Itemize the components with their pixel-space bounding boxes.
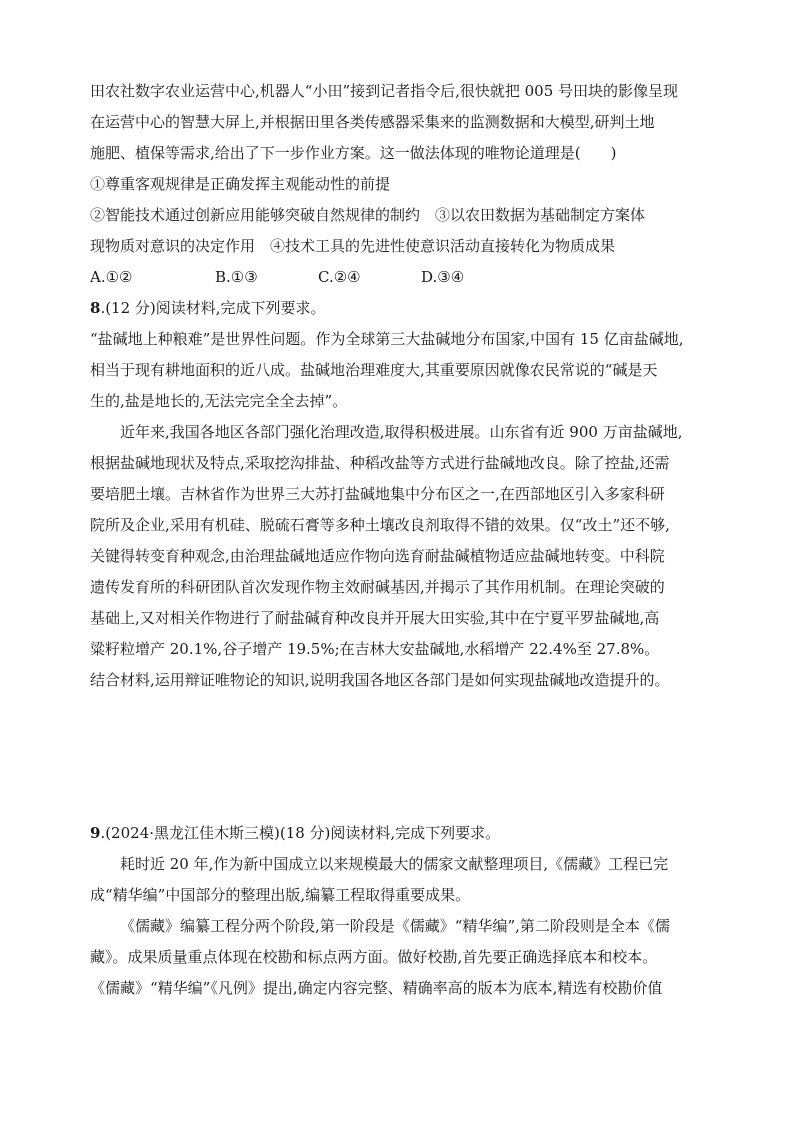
q8-header-text: .(12 分)阅读材料,完成下列要求。 xyxy=(100,299,326,317)
question-9 xyxy=(90,818,720,1004)
q9-header xyxy=(90,818,720,849)
q8-header xyxy=(90,293,720,324)
option-a: A.①② xyxy=(90,268,133,286)
q8-paragraph-line: 要培肥土壤。吉林省作为世界三大苏打盐碱地集中分布区之一,在西部地区引入多家科研 xyxy=(90,485,665,503)
q7-stem-line: 施肥、植保等需求,给出了下一步作业方案。这一做法体现的唯物论道理是( ) xyxy=(90,144,617,162)
q8-paragraph-line: 基础上,又对相关作物进行了耐盐碱育种改良并开展大田实验,其中在宁夏平罗盐碱地,高 xyxy=(90,609,660,627)
q9-paragraph-line: 《儒藏》编纂工程分两个阶段,第一阶段是《儒藏》“精华编”,第二阶段则是全本《儒 xyxy=(120,917,670,935)
document-page xyxy=(90,76,720,1004)
q8-paragraph-line: 相当于现有耕地面积的近八成。盐碱地治理难度大,其重要原因就像农民常说的“碱是天 xyxy=(90,361,658,379)
question-number: 9 xyxy=(90,824,101,842)
q8-paragraph-line: “盐碱地上种粮难”是世界性问题。作为全球第三大盐碱地分布国家,中国有 15 亿亩盐碱地, xyxy=(90,330,684,348)
question-number: 8 xyxy=(90,299,101,317)
q7-statement: 现物质对意识的决定作用 ④技术工具的先进性使意识活动直接转化为物质成果 xyxy=(90,237,616,255)
option-d: D.③④ xyxy=(421,268,465,286)
q9-paragraph-line: 藏》。成果质量重点体现在校勘和标点两方面。做好校勘,首先要正确选择底本和校本。 xyxy=(90,948,658,966)
q7-stem-line: 在运营中心的智慧大屏上,并根据田里各类传感器采集来的监测数据和大模型,研判土地 xyxy=(90,113,655,131)
q8-paragraph-line: 根据盐碱地现状及特点,采取挖沟排盐、种稻改盐等方式进行盐碱地改良。除了控盐,还需 xyxy=(90,454,670,472)
q8-paragraph-line: 粱籽粒增产 20.1%,谷子增产 19.5%;在吉林大安盐碱地,水稻增产 22.4%至 27.8%。 xyxy=(90,640,660,658)
q9-header-text: .(2024·黑龙江佳木斯三模)(18 分)阅读材料,完成下列要求。 xyxy=(100,824,501,842)
option-c: C.②④ xyxy=(318,268,361,286)
q9-paragraph-line: 耗时近 20 年,作为新中国成立以来规模最大的儒家文献整理项目,《儒藏》工程已完 xyxy=(120,855,669,873)
q9-paragraph-line: 《儒藏》“精华编”《凡例》提出,确定内容完整、精确率高的版本为底本,精选有校勘价值 xyxy=(90,979,663,997)
q7-stem-line: 田农社数字农业运营中心,机器人“小田”接到记者指令后,很快就把 005 号田块的影像呈现 xyxy=(90,82,679,100)
q7-options xyxy=(90,262,720,293)
q7-statement: ①尊重客观规律是正确发挥主观能动性的前提 xyxy=(90,175,391,193)
q7-statement: ②智能技术通过创新应用能够突破自然规律的制约 ③以农田数据为基础制定方案体 xyxy=(90,206,646,224)
q9-paragraph-line: 成“精华编”中国部分的整理出版,编纂工程取得重要成果。 xyxy=(90,886,471,904)
option-b: B.①③ xyxy=(215,268,258,286)
q8-paragraph-line: 生的,盐是地长的,无法完完全全去掉”。 xyxy=(90,392,348,410)
q8-task: 结合材料,运用辩证唯物论的知识,说明我国各地区各部门是如何实现盐碱地改造提升的。 xyxy=(90,671,670,689)
q8-paragraph-line: 近年来,我国各地区各部门强化治理改造,取得积极进展。山东省有近 900 万亩盐碱地, xyxy=(120,423,683,441)
q8-paragraph-line: 关键得转变育种观念,由治理盐碱地适应作物向选育耐盐碱植物适应盐碱地转变。中科院 xyxy=(90,547,665,565)
question-8 xyxy=(90,293,720,696)
answer-space xyxy=(90,696,720,818)
question-7 xyxy=(90,76,720,293)
q8-paragraph-line: 院所及企业,采用有机硅、脱硫石膏等多种土壤改良剂取得不错的效果。仅“改土”还不够, xyxy=(90,516,670,534)
q8-paragraph-line: 遗传发育所的科研团队首次发现作物主效耐碱基因,并揭示了其作用机制。在理论突破的 xyxy=(90,578,665,596)
